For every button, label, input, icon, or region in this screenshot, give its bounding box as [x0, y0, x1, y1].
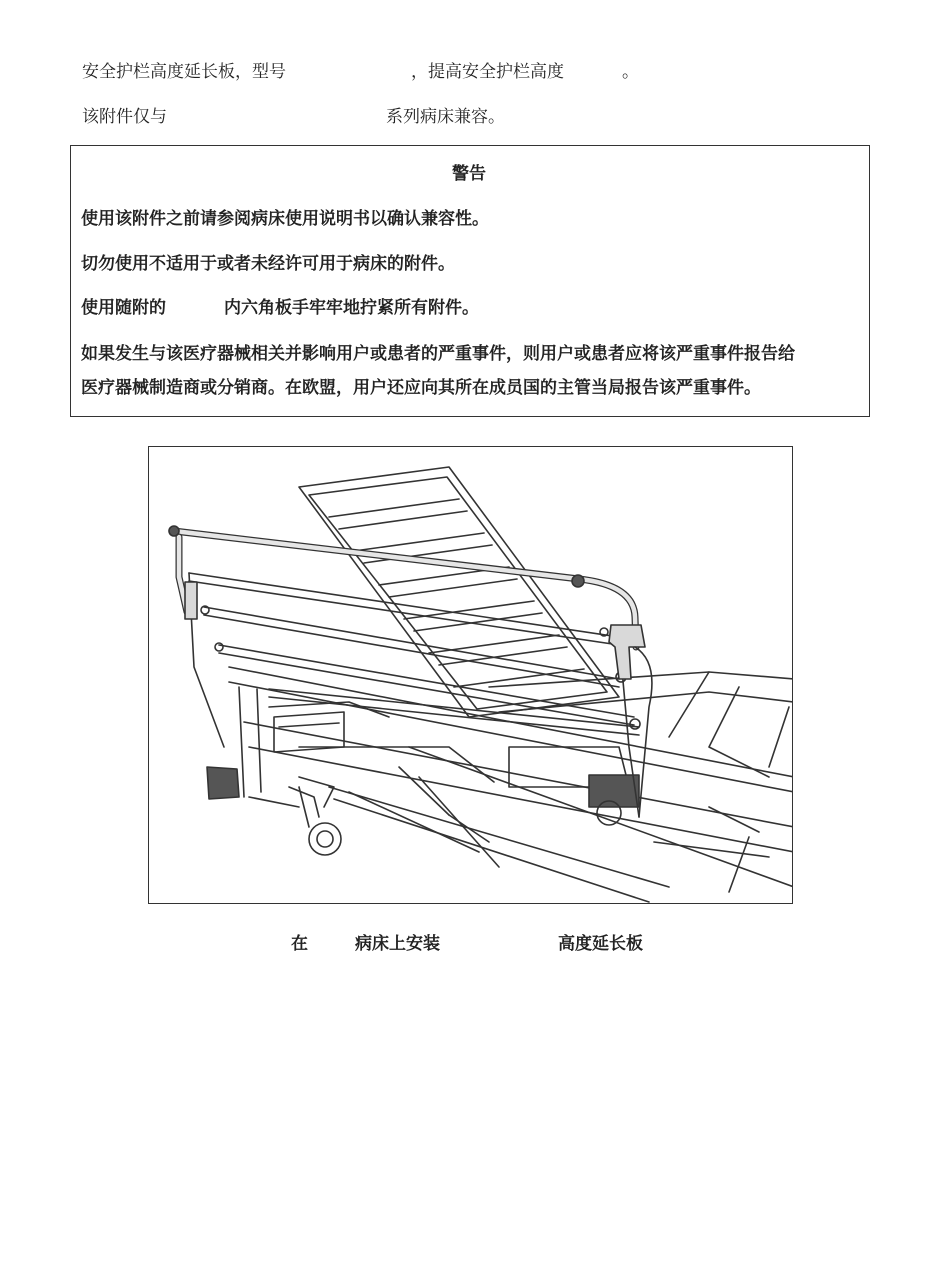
backrest: [299, 467, 619, 717]
bed-drawing: [149, 447, 793, 904]
warning-item-3-part1: 使用随附的: [81, 298, 166, 318]
warning-item-4-line2: 医疗器械制造商或分销商。在欧盟，用户还应向其所在成员国的主管当局报告该严重事件。: [81, 378, 761, 398]
warning-title: 警告: [452, 164, 486, 184]
warning-item-2: 切勿使用不适用于或者未经许可用于病床的附件。: [81, 254, 455, 274]
caption-part2: 病床上安装: [355, 934, 440, 954]
caption-part1: 在: [291, 934, 308, 954]
caption-part3: 高度延长板: [558, 934, 643, 954]
intro-line1-part3: 。: [622, 62, 639, 82]
intro-line2-part2: 系列病床兼容。: [386, 107, 505, 127]
warning-item-3-part2: 内六角板手牢牢地拧紧所有附件。: [224, 298, 479, 318]
intro-line2-part1: 该附件仅与: [82, 107, 167, 127]
warning-item-4-line1: 如果发生与该医疗器械相关并影响用户或患者的严重事件，则用户或患者应将该严重事件报告给: [81, 344, 795, 364]
wheels: [207, 767, 621, 855]
warning-item-1: 使用该附件之前请参阅病床使用说明书以确认兼容性。: [81, 209, 489, 229]
intro-line1-part1: 安全护栏高度延长板，型号: [82, 62, 286, 82]
intro-line1-part2: ，提高安全护栏高度: [411, 62, 564, 82]
bed-illustration: [148, 446, 793, 904]
